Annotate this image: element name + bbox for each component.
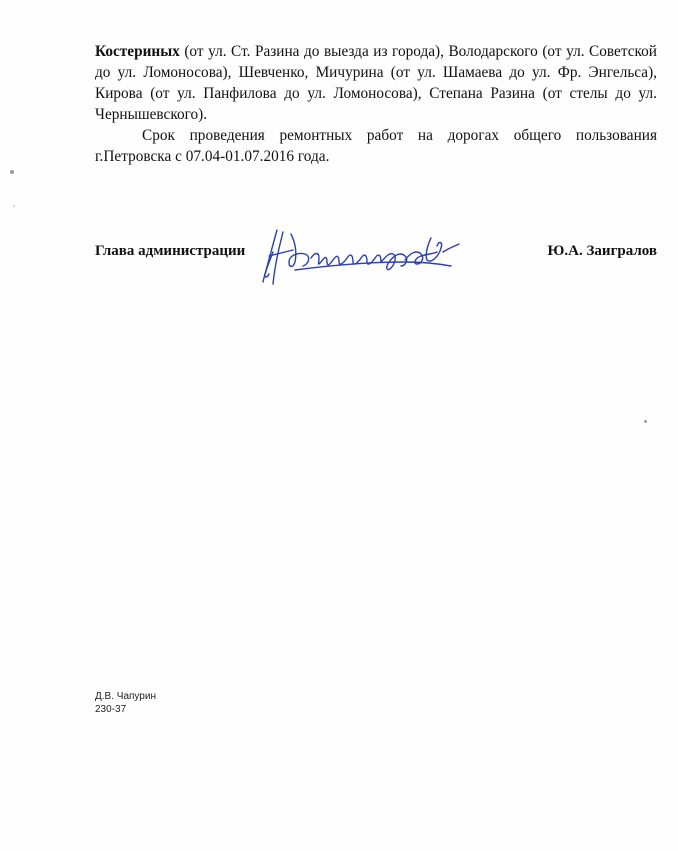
document-body [95,41,657,167]
signatory-name: Ю.А. Заигралов [547,243,657,259]
executor-name: Д.В. Чапурин [95,691,156,702]
executor-footer [95,690,156,716]
signatory-role: Глава администрации [95,243,246,259]
handwritten-signature-icon [255,212,470,292]
paragraph-streets-text: (от ул. Ст. Разина до выезда из города), Володарского (от ул. Советской до ул. Ломоносова), Шевченко, Мичурина (от ул. Шамаева до ул. Фр. Энгельса), Кирова (от ул. Панфилова до ул. Ломоносова), Степана Разина (от стелы до ул. Чернышевского). [95,43,657,123]
scan-speck [10,170,14,174]
scan-speck [644,420,647,423]
paragraph-streets [95,41,657,125]
paragraph-repair-period: Срок проведения ремонтных работ на дорогах общего пользования г.Петровска с 07.04-01.07.2016 года. [95,127,657,165]
executor-phone: 230-37 [95,704,127,715]
street-name-bold: Костериных [95,43,180,60]
scan-speck [13,205,15,207]
